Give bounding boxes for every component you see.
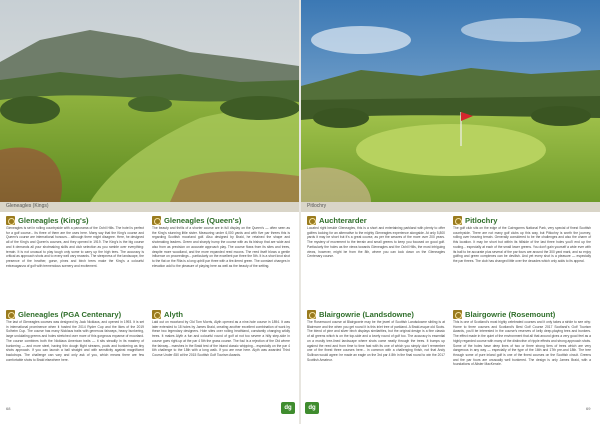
course-description: Gleneagles is set in rolling countryside with a panorama of the Ochil Hills. The hotel is perfect for a golf course... its three of them are the uses here. Many say that the King's course and Queen's course are international honours... although there might disagree. Here, he designed all of the King's and Queen's courses, and they opened in 1919. The King's is the big course and it demands all your shotmaking skills and club selection as you ramble over everything: terrain. It is not unusual to play tough only some to carry up the high tees. The accuracy is critical as approach shots and to every well vary rewards. The steepness of the landscape, the presence of the heather, gorse, pines and birch trees make the King's a colourful extravaganza of golf with tremendous scenery and excitement. xyxy=(6,226,144,268)
course-description: The golf club sits on the edge of the Cairngorms National Park, very special of finest Scottish countryside. There are not many golf clubs up this way, but Pitlochry is worth the journey, rolling over heaving terrain. Generally considered to be the challenges and also the charm of this location. It may be short but within its hillside of the last three holes you'll end up the routing... especially at each of the small lower greens. You don't gain yourself a wide ever with its ball to be accurate plus several of the par fours are around the 300 yard mark, and so enjoy golfing and green complexes can be devilish. And yet every shot is a pleasure — especially the par threes. The club has changed little over the decades which only adds to its appeal. xyxy=(453,226,591,263)
club-crest-icon xyxy=(152,310,161,319)
course-entry xyxy=(6,215,144,268)
course-title: Gleneagles (King's) xyxy=(18,215,89,225)
club-crest-icon xyxy=(307,216,316,225)
course-description: The beauty and thrills of a shorter course are in full display on the Queen's — often seen as the King's stunning little sister. Measuring under 6,000 yards and with five par threes this is regarding Scottish moorland golf. Also designed by Braid, he retained the shape and shotmaking leaders. Green and sharply hump the course with as its bishop that are wide and also from as precision on accurate approach play. The course flows from its sites and trees, despite more woodland, and the more expanded reed moons. The reed itself blows a gentle influence on proceedings... particularly on the excellent par three the 5th. It is a short knot shot to the flat on the Rita is a long uphill par three with a tire-tiered green. The constant changes in elevation add to the pleasure of playing here as well as the beauty of the setting. xyxy=(152,226,290,268)
club-crest-icon xyxy=(453,216,462,225)
course-title: Gleneagles (Queen's) xyxy=(164,215,242,225)
course-entry xyxy=(453,309,591,367)
course-description: Laid out on moorland by Old Tom Morris, Alyth opened as a nine-hole course in 1894. It was later extended to 18 holes by James Braid, creating another excellent combination of work by these two legendary designers. Hole sites over rolling heathland, constantly changing wildly trees. It makes Alyth a fun and colourful round of golf at not too severe a hilly step-side in course goes right-up at the par 4 5th the grass course. The foul is a rejection of the Old where the fairway... marshes in the Braid test of the inland classic whipping... especially on the par 4 6th challenge to the 18th with a long walk. If you are near here. Alyth was awarded Third Course Under £50 at the 2015 Scottish Golf Tourism Awards. xyxy=(152,320,290,357)
course-title: Pitlochry xyxy=(465,215,498,225)
dg-logo-left: dg xyxy=(281,402,295,414)
page-number-left: 68 xyxy=(6,406,11,411)
course-title: Auchterarder xyxy=(319,215,367,225)
club-crest-icon xyxy=(6,216,15,225)
page-gutter xyxy=(299,0,301,424)
club-crest-icon xyxy=(6,310,15,319)
photo-caption-right: Pitlochry xyxy=(307,203,327,209)
dg-logo-right: dg xyxy=(305,402,319,414)
course-entry xyxy=(453,215,591,264)
club-crest-icon xyxy=(152,216,161,225)
photo-caption-left: Gleneagles (Kings) xyxy=(6,203,49,209)
page-number-right: 69 xyxy=(586,406,591,411)
course-title: Alyth xyxy=(164,309,183,319)
course-description: Located right beside Gleneagles, this is a short and entertaining parkland with plenty to offer golfers looking for an alternative to the mighty Gleneagles experience alongside. At only 5,800 yards it may be short but it's a great course, as per the weaves of the more over 200 years. The mystery of movement to the terrain and small greens to keep you focused on good golf. Particularly the holes as the views towards Gleneagles and the Ochil Hills, the most intriguing views, however, might be from the 8th, where you can look down on the Gleneagles Centenary course. xyxy=(307,226,445,259)
club-crest-icon xyxy=(307,310,316,319)
club-crest-icon xyxy=(453,310,462,319)
course-entry xyxy=(6,309,144,362)
course-title: Blairgowrie (Rosemount) xyxy=(465,309,556,319)
course-description: The Rosemount course at Blairgowrie may be the jewel of Scottish Landsdowne sibling is at Blairmore and the when you get round it is this inlet tree of parkland. A Braid-esque old Scots. The blend of pine and silver birch displays similarities, but the original design is a fine classic of all greens which is on the top-side and a lovely round of golf too. The accuracy is essential on a mostly tree-lined landscape where shots come neatly through the trees. It bumps up against the reed and from time to time fast with its one of which you simply don't remember one of the finest three courses here... in common with a challenging finish, not that Andy Sullivan would agree: he made an eagle on the 3rd par 4 8th in the final round to win the 2017 Scottish Amateur. xyxy=(307,320,445,362)
course-entry xyxy=(152,215,290,268)
photo-caption-bar-right xyxy=(301,202,600,212)
course-entry xyxy=(307,309,445,362)
course-entry xyxy=(152,309,290,358)
pitlochry-photo xyxy=(301,0,600,202)
course-description: This is one of Scotland's most highly celebrated courses and it only takes a stride to see why: Home to three courses and Scotland's Best Golf Course 2017 Scotland's Golf Tourism Awards, you'll be interested in the course's reserves of kelly deep-playing tees and bunkers. The effect made in the quiet of the environment that all that around gives a very good feel as a highly regarded course with many of the distinctive of ripple effects and strong approach shots. Some of the holes have deep lines of two or three strong tiers of trees which are very dangerous in any way — especially of the type of the 16th and 17th pre-and 18th. The tree through some of pure inland golf is one of the finest courses on the Scottish circuit. Greens and the par fours are unusually well bunkered. The design is only James Braid, with a foundations of Alister MacKenzie. xyxy=(453,320,591,367)
gleneagles-photo xyxy=(0,0,299,202)
course-description: The last of Gleneagles courses was designed by Jack Nicklaus, and opened in 1993. It is set in international prominence when it hosted the 2014 Ryder Cup and the likes of the 2019 Solheim Cup. The course has many Nicklaus traits with generous fairways, heavy bunkering, large undulating greens and holes stretched over more of this gorgeous expanse of moorland. The course combines both the Nicklaus American traits — it sits steadily in its mastery of bunkering — and more steel, having thin dough flight streams, pools and bunkering as tiny shots approach. If you can launch a ball straight and with sensitivity against magnificent backdrops. The challenge can vary and only ask of you, which means there are few comfortable shots to Braid elsewhere here. xyxy=(6,320,144,362)
photo-caption-bar-left xyxy=(0,202,299,212)
course-entry xyxy=(307,215,445,259)
course-title: Blairgowrie (Landsdowne) xyxy=(319,309,414,319)
course-title: Gleneagles (PGA Centenary) xyxy=(18,309,122,319)
